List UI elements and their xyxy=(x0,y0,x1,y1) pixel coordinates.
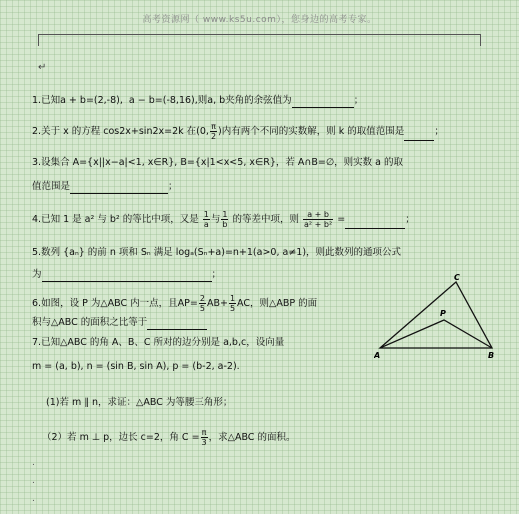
trailing-mark-1: . xyxy=(32,458,35,468)
corner-mark-right xyxy=(480,34,481,46)
question-7-part-2: （2）若 m ⊥ p，边长 c=2，角 C = $\frac{\pi}{3}$ ，求△ABC 的面积。 xyxy=(42,428,296,447)
question-3-line-1: 3.设集合 A={x||x−a|<1, x∈R}, B={x|1<x<5, x∈R}，若 A∩B=∅，则实数 a 的取 xyxy=(32,157,403,168)
label-p: P xyxy=(440,309,446,318)
answer-blank-6[interactable] xyxy=(147,329,207,330)
answer-blank-4[interactable] xyxy=(345,228,405,229)
question-3-line-2: 值范围是 ； xyxy=(32,181,178,192)
question-6-line-1: 6.如图，设 P 为△ABC 内一点，且AP= $\frac{2}{5}$ AB+ $\frac{1}{5}$ AC，则△ABP 的面 xyxy=(32,294,318,313)
question-1: 1.已知a + b=(2,-8), a − b=(-8,16),则a, b夹角的余弦值为 ； xyxy=(32,95,364,106)
question-5-line-2: 为 ； xyxy=(32,269,222,280)
label-b: B xyxy=(488,351,495,360)
header-banner: 高考资源网（ www.ks5u.com），您身边的高考专家。 xyxy=(142,15,377,25)
answer-blank-1[interactable] xyxy=(292,107,354,108)
question-7-line-2: m = (a, b), n = (sin B, sin A), p = (b-2, a-2). xyxy=(32,361,240,372)
header-rule xyxy=(38,34,481,35)
answer-blank-2[interactable] xyxy=(404,140,434,141)
trailing-mark-3: . xyxy=(32,494,35,504)
trailing-mark-2: . xyxy=(32,476,35,486)
question-5-line-1: 5.数列 {aₙ} 的前 n 项和 Sₙ 满足 logₐ(Sₙ+a)=n+1(a>0, a≠1)，则此数列的通项公式 xyxy=(32,247,402,258)
answer-blank-3[interactable] xyxy=(70,193,168,194)
label-a: A xyxy=(374,351,381,360)
question-7-part-1: (1)若 m ∥ n，求证：△ABC 为等腰三角形； xyxy=(46,397,233,408)
question-2: 2.关于 x 的方程 cos2x+sin2x=2k 在(0, $\frac{\pi}{2}$ )内有两个不同的实数解，则 k 的取值范围是 ； xyxy=(32,122,444,141)
paragraph-mark: ↵ xyxy=(38,62,47,73)
label-c: C xyxy=(454,273,460,282)
question-7-line-1: 7.已知△ABC 的角 A、B、C 所对的边分别是 a,b,c，设向量 xyxy=(32,337,285,348)
corner-mark-left xyxy=(38,34,39,46)
question-4: 4.已知 1 是 a² 与 b² 的等比中项，又是 $\frac{1}{a}$ 与 $\frac{1}{b}$ 的等差中项，则 $\frac{a + b}{\text{a² + b²}}$ = ； xyxy=(32,210,415,229)
question-6-line-2: 积与△ABC 的面积之比等于 xyxy=(32,316,207,330)
answer-blank-5[interactable] xyxy=(42,281,212,282)
triangle-figure xyxy=(374,272,502,362)
